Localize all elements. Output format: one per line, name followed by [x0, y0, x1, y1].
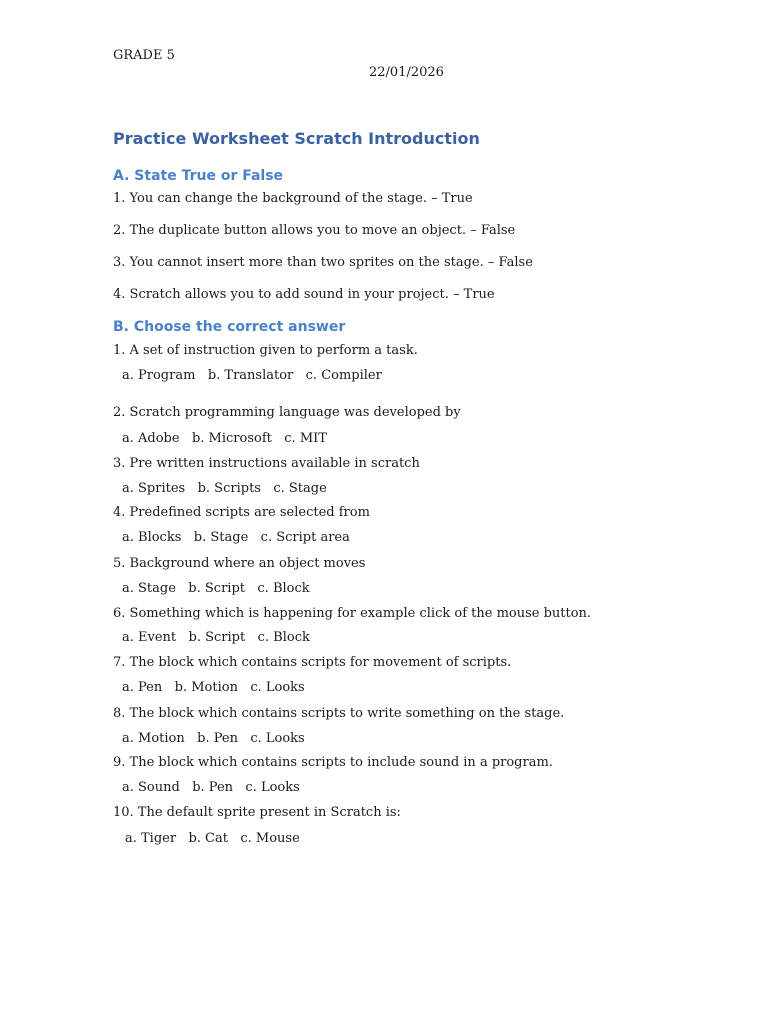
- page-title: Practice Worksheet Scratch Introduction: [113, 129, 480, 148]
- grade-label: GRADE 5: [113, 48, 175, 63]
- true-false-item: 3. You cannot insert more than two sprites on the stage. – False: [113, 255, 533, 270]
- mcq-question: 7. The block which contains scripts for movement of scripts.: [113, 655, 512, 670]
- mcq-question: 6. Something which is happening for example click of the mouse button.: [113, 606, 592, 621]
- true-false-item: 1. You can change the background of the stage. – True: [113, 191, 473, 206]
- mcq-options: a. Event b. Script c. Block: [122, 630, 310, 645]
- mcq-options: a. Adobe b. Microsoft c. MIT: [122, 431, 327, 446]
- date-label: 22/01/2026: [369, 65, 444, 80]
- mcq-options: a. Tiger b. Cat c. Mouse: [125, 831, 300, 846]
- mcq-question: 5. Background where an object moves: [113, 556, 366, 571]
- mcq-options: a. Sound b. Pen c. Looks: [122, 780, 300, 795]
- mcq-question: 4. Predefined scripts are selected from: [113, 505, 370, 520]
- true-false-item: 4. Scratch allows you to add sound in your project. – True: [113, 287, 495, 302]
- mcq-question: 9. The block which contains scripts to include sound in a program.: [113, 755, 553, 770]
- section-a-heading: A. State True or False: [113, 168, 284, 184]
- true-false-item: 2. The duplicate button allows you to move an object. – False: [113, 223, 516, 238]
- mcq-options: a. Sprites b. Scripts c. Stage: [122, 481, 327, 496]
- mcq-options: a. Stage b. Script c. Block: [122, 581, 310, 596]
- section-b-heading: B. Choose the correct answer: [113, 319, 346, 335]
- mcq-question: 8. The block which contains scripts to write something on the stage.: [113, 706, 565, 721]
- mcq-question: 10. The default sprite present in Scratch is:: [113, 805, 401, 820]
- mcq-question: 2. Scratch programming language was developed by: [113, 405, 461, 420]
- mcq-options: a. Program b. Translator c. Compiler: [122, 368, 382, 383]
- mcq-question: 1. A set of instruction given to perform a task.: [113, 343, 418, 358]
- mcq-options: a. Blocks b. Stage c. Script area: [122, 530, 350, 545]
- mcq-options: a. Motion b. Pen c. Looks: [122, 731, 305, 746]
- mcq-options: a. Pen b. Motion c. Looks: [122, 680, 305, 695]
- mcq-question: 3. Pre written instructions available in scratch: [113, 456, 420, 471]
